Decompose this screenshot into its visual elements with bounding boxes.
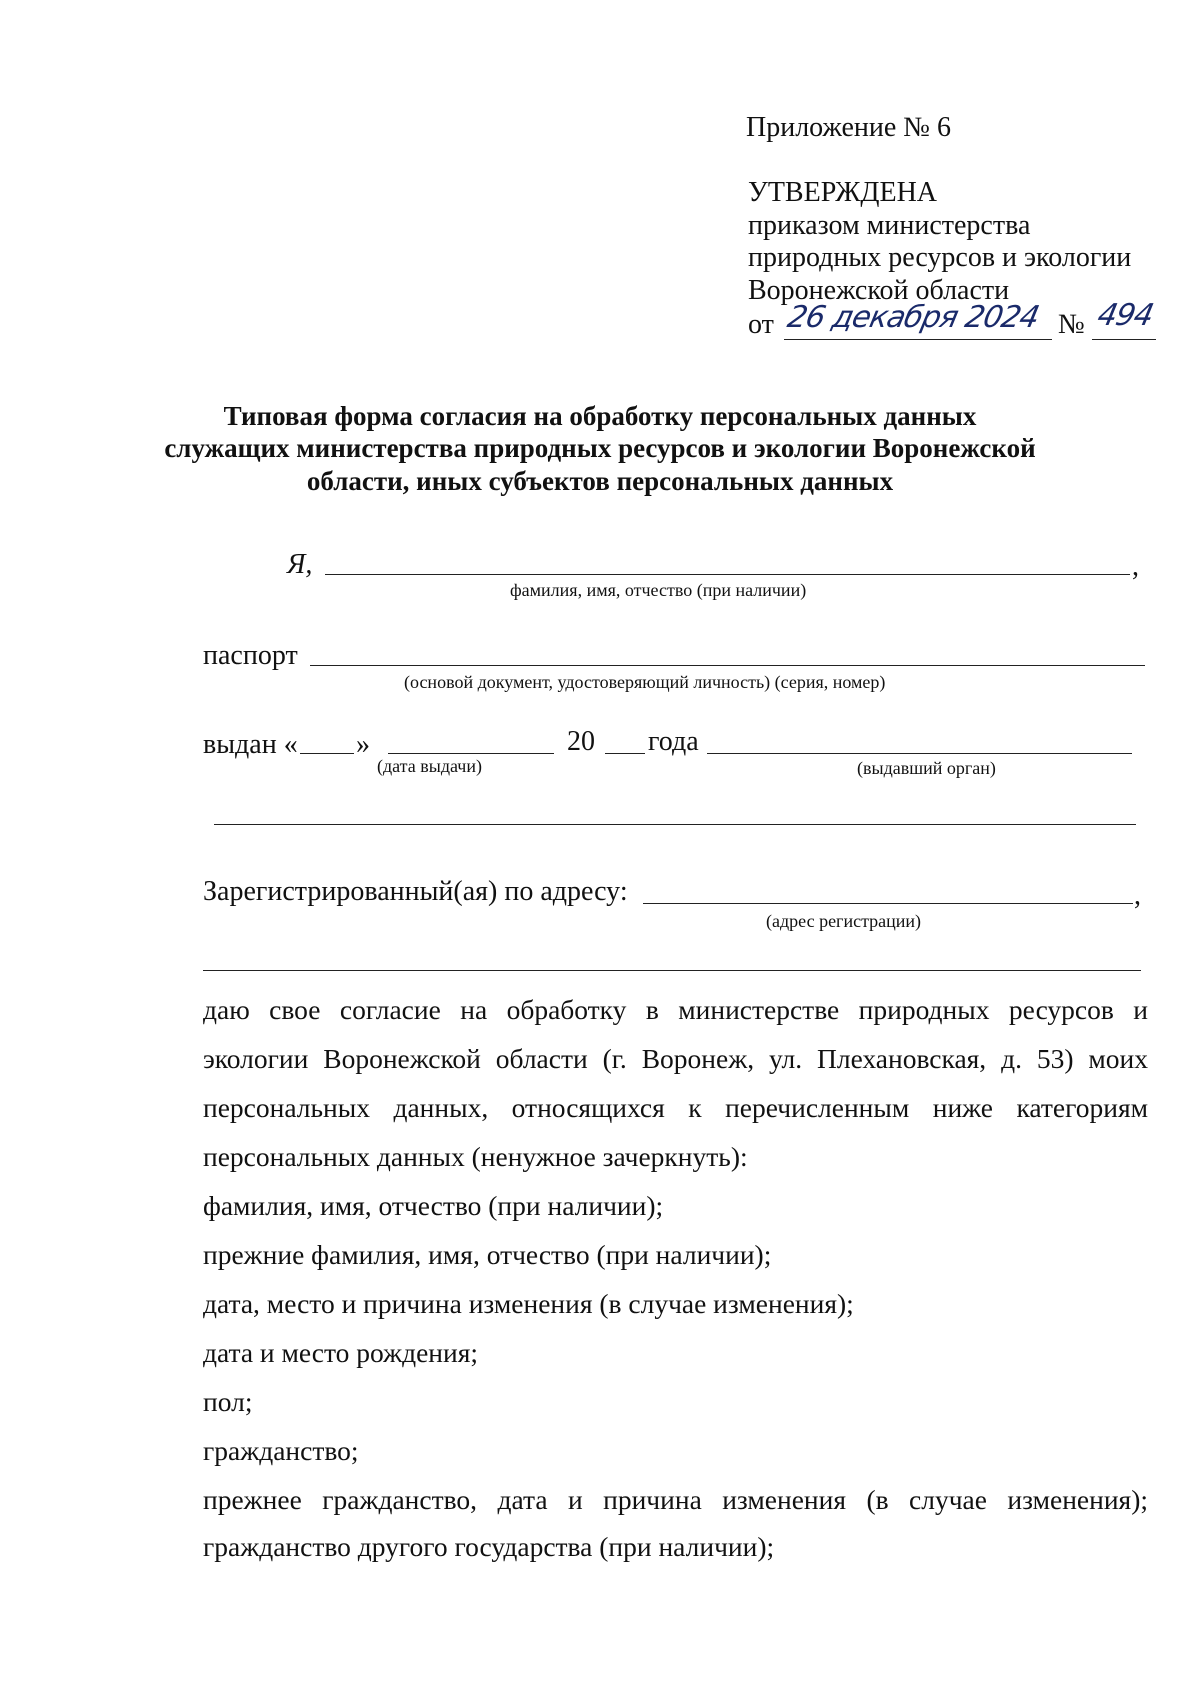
category-item: прежнее гражданство, дата и причина изменения (в случае изменения);	[203, 1484, 1148, 1515]
issuer-field-continued[interactable]	[214, 824, 1136, 825]
address-field-continued[interactable]	[203, 970, 1141, 971]
address-caption: (адрес регистрации)	[766, 911, 922, 931]
form-title-line3: области, иных субъектов персональных данных	[306, 466, 894, 496]
ya-label: Я,	[287, 549, 313, 580]
category-item: пол;	[203, 1386, 253, 1417]
issuer-field[interactable]	[707, 753, 1132, 754]
address-field[interactable]	[643, 903, 1133, 904]
approved-by-line3: Воронежской области	[748, 275, 1010, 306]
approved-label: УТВЕРЖДЕНА	[748, 177, 938, 208]
consent-text-line2: экологии Воронежской области (г. Воронеж, ул. Плехановская, д. 53) моих	[203, 1043, 1148, 1074]
form-title-line2: служащих министерства природных ресурсов и экологии Воронежской	[164, 433, 1036, 463]
approved-by-line2: природных ресурсов и экологии	[748, 242, 1132, 273]
issuer-caption: (выдавший орган)	[857, 758, 996, 778]
category-item: прежние фамилия, имя, отчество (при наличии);	[203, 1239, 772, 1270]
year-prefix: 20	[567, 726, 595, 757]
issue-month-field[interactable]	[388, 753, 554, 754]
number-prefix: №	[1058, 309, 1085, 340]
category-item: гражданство;	[203, 1435, 359, 1466]
category-item: гражданство другого государства (при наличии);	[203, 1531, 775, 1562]
issue-year-field[interactable]	[605, 753, 645, 754]
form-title-line1: Типовая форма согласия на обработку персональных данных	[223, 401, 977, 431]
handwritten-date: 26 декабря 2024	[784, 300, 1042, 335]
issued-close-quote: »	[356, 729, 370, 760]
approved-by-line1: приказом министерства	[748, 210, 1031, 241]
fio-field[interactable]	[325, 574, 1130, 575]
consent-text-line3: персональных данных, относящихся к перечисленным ниже категориям	[203, 1092, 1148, 1123]
date-underline	[784, 339, 1052, 340]
issue-date-caption: (дата выдачи)	[377, 756, 482, 776]
address-comma: ,	[1134, 880, 1141, 911]
issue-day-field[interactable]	[300, 753, 354, 754]
issued-label: выдан «	[203, 729, 298, 760]
passport-caption: (основой документ, удостоверяющий личность) (серия, номер)	[404, 672, 886, 692]
registered-label: Зарегистрированный(ая) по адресу:	[203, 876, 628, 907]
year-suffix: года	[648, 726, 699, 757]
category-item: дата и место рождения;	[203, 1337, 479, 1368]
passport-field[interactable]	[310, 665, 1145, 666]
number-underline	[1092, 339, 1156, 340]
fio-comma: ,	[1132, 551, 1139, 582]
date-prefix: от	[748, 309, 774, 340]
category-item: фамилия, имя, отчество (при наличии);	[203, 1190, 664, 1221]
consent-text-line1: даю свое согласие на обработку в министерстве природных ресурсов и	[203, 994, 1148, 1025]
handwritten-number: 494	[1094, 298, 1157, 333]
consent-text-line4: персональных данных (ненужное зачеркнуть):	[203, 1141, 748, 1172]
appendix-number: Приложение № 6	[746, 112, 951, 143]
passport-label: паспорт	[203, 640, 298, 671]
category-item: дата, место и причина изменения (в случае изменения);	[203, 1288, 854, 1319]
fio-caption: фамилия, имя, отчество (при наличии)	[510, 580, 807, 600]
